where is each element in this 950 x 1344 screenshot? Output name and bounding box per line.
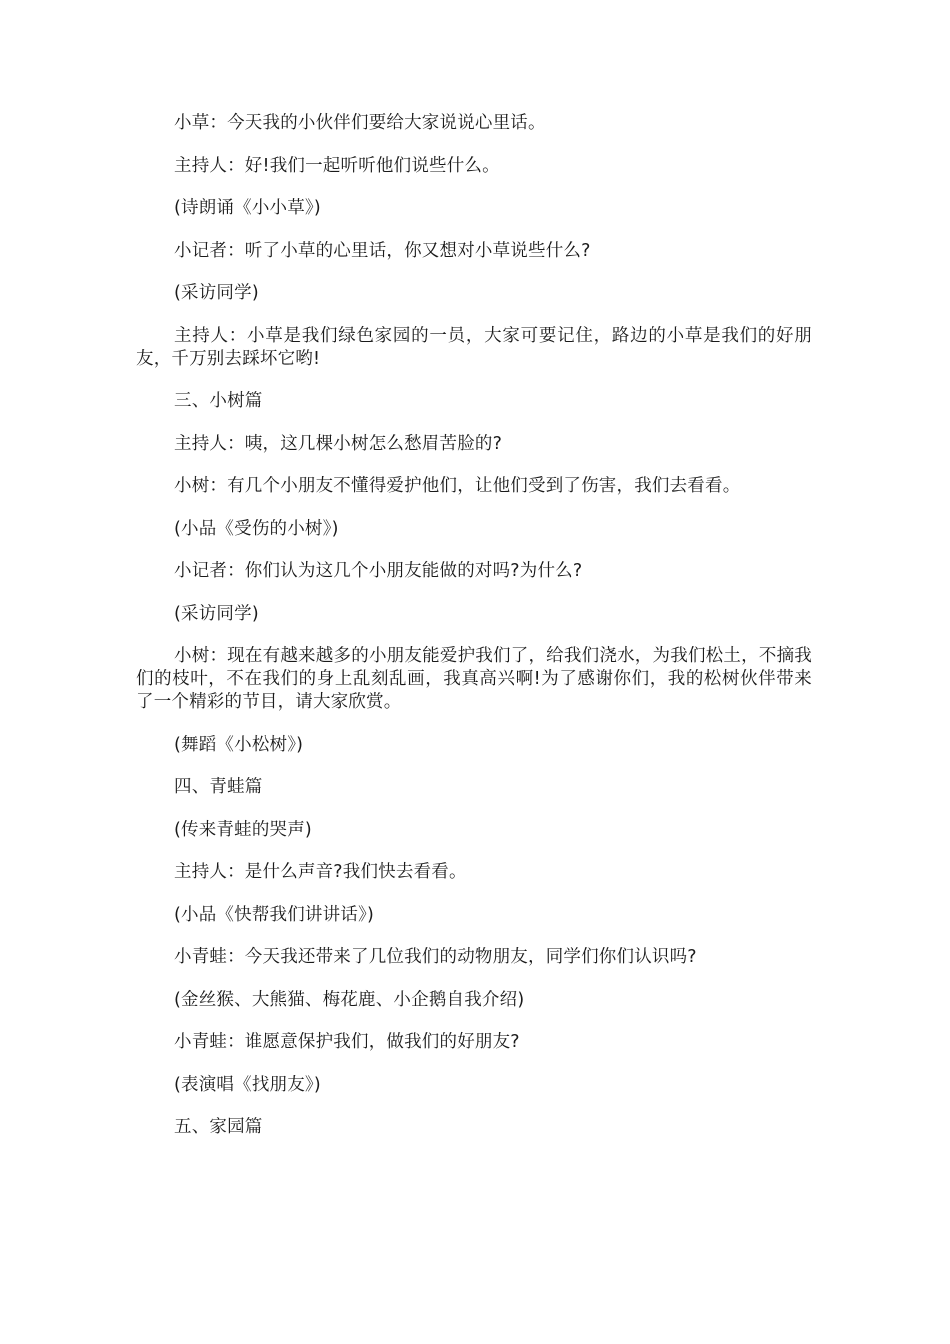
paragraph: 主持人：好!我们一起听听他们说些什么。	[174, 155, 500, 176]
paragraph: 主持人：咦，这几棵小树怎么愁眉苦脸的?	[174, 433, 503, 454]
paragraph: (采访同学)	[174, 283, 259, 303]
paragraph: (表演唱《找朋友》)	[174, 1074, 321, 1095]
paragraph: 小树：有几个小朋友不懂得爱护他们，让他们受到了伤害，我们去看看。	[174, 476, 741, 496]
paragraph: (传来青蛙的哭声)	[174, 819, 312, 840]
paragraph: (金丝猴、大熊猫、梅花鹿、小企鹅自我介绍)	[174, 989, 525, 1010]
paragraph: (小品《受伤的小树》)	[174, 518, 339, 539]
paragraph: 小记者：听了小草的心里话，你又想对小草说些什么?	[174, 240, 591, 261]
document-body	[136, 112, 812, 1159]
paragraph: 主持人：小草是我们绿色家园的一员，大家可要记住，路边的小草是我们的好朋友，千万别去踩坏它哟!	[136, 325, 812, 369]
section-heading: 四、青蛙篇	[174, 777, 263, 797]
paragraph: 小青蛙：谁愿意保护我们，做我们的好朋友?	[174, 1032, 520, 1052]
section-heading: 三、小树篇	[174, 391, 263, 411]
paragraph: 小树：现在有越来越多的小朋友能爱护我们了，给我们浇水，为我们松土，不摘我们的枝叶，不在我们的身上乱刻乱画，我真高兴啊!为了感谢你们，我的松树伙伴带来了一个精彩的节目，请大家欣赏。	[136, 646, 812, 712]
paragraph: (舞蹈《小松树》)	[174, 734, 304, 755]
section-heading: 五、家园篇	[174, 1117, 263, 1137]
paragraph: 小记者：你们认为这几个小朋友能做的对吗?为什么?	[174, 561, 583, 581]
paragraph: (小品《快帮我们讲讲话》)	[174, 904, 375, 925]
paragraph: 主持人：是什么声音?我们快去看看。	[174, 862, 467, 882]
paragraph: (诗朗诵《小小草》)	[174, 198, 321, 218]
paragraph: (采访同学)	[174, 603, 259, 624]
paragraph: 小草：今天我的小伙伴们要给大家说说心里话。	[174, 113, 546, 133]
paragraph: 小青蛙：今天我还带来了几位我们的动物朋友，同学们你们认识吗?	[174, 947, 697, 967]
